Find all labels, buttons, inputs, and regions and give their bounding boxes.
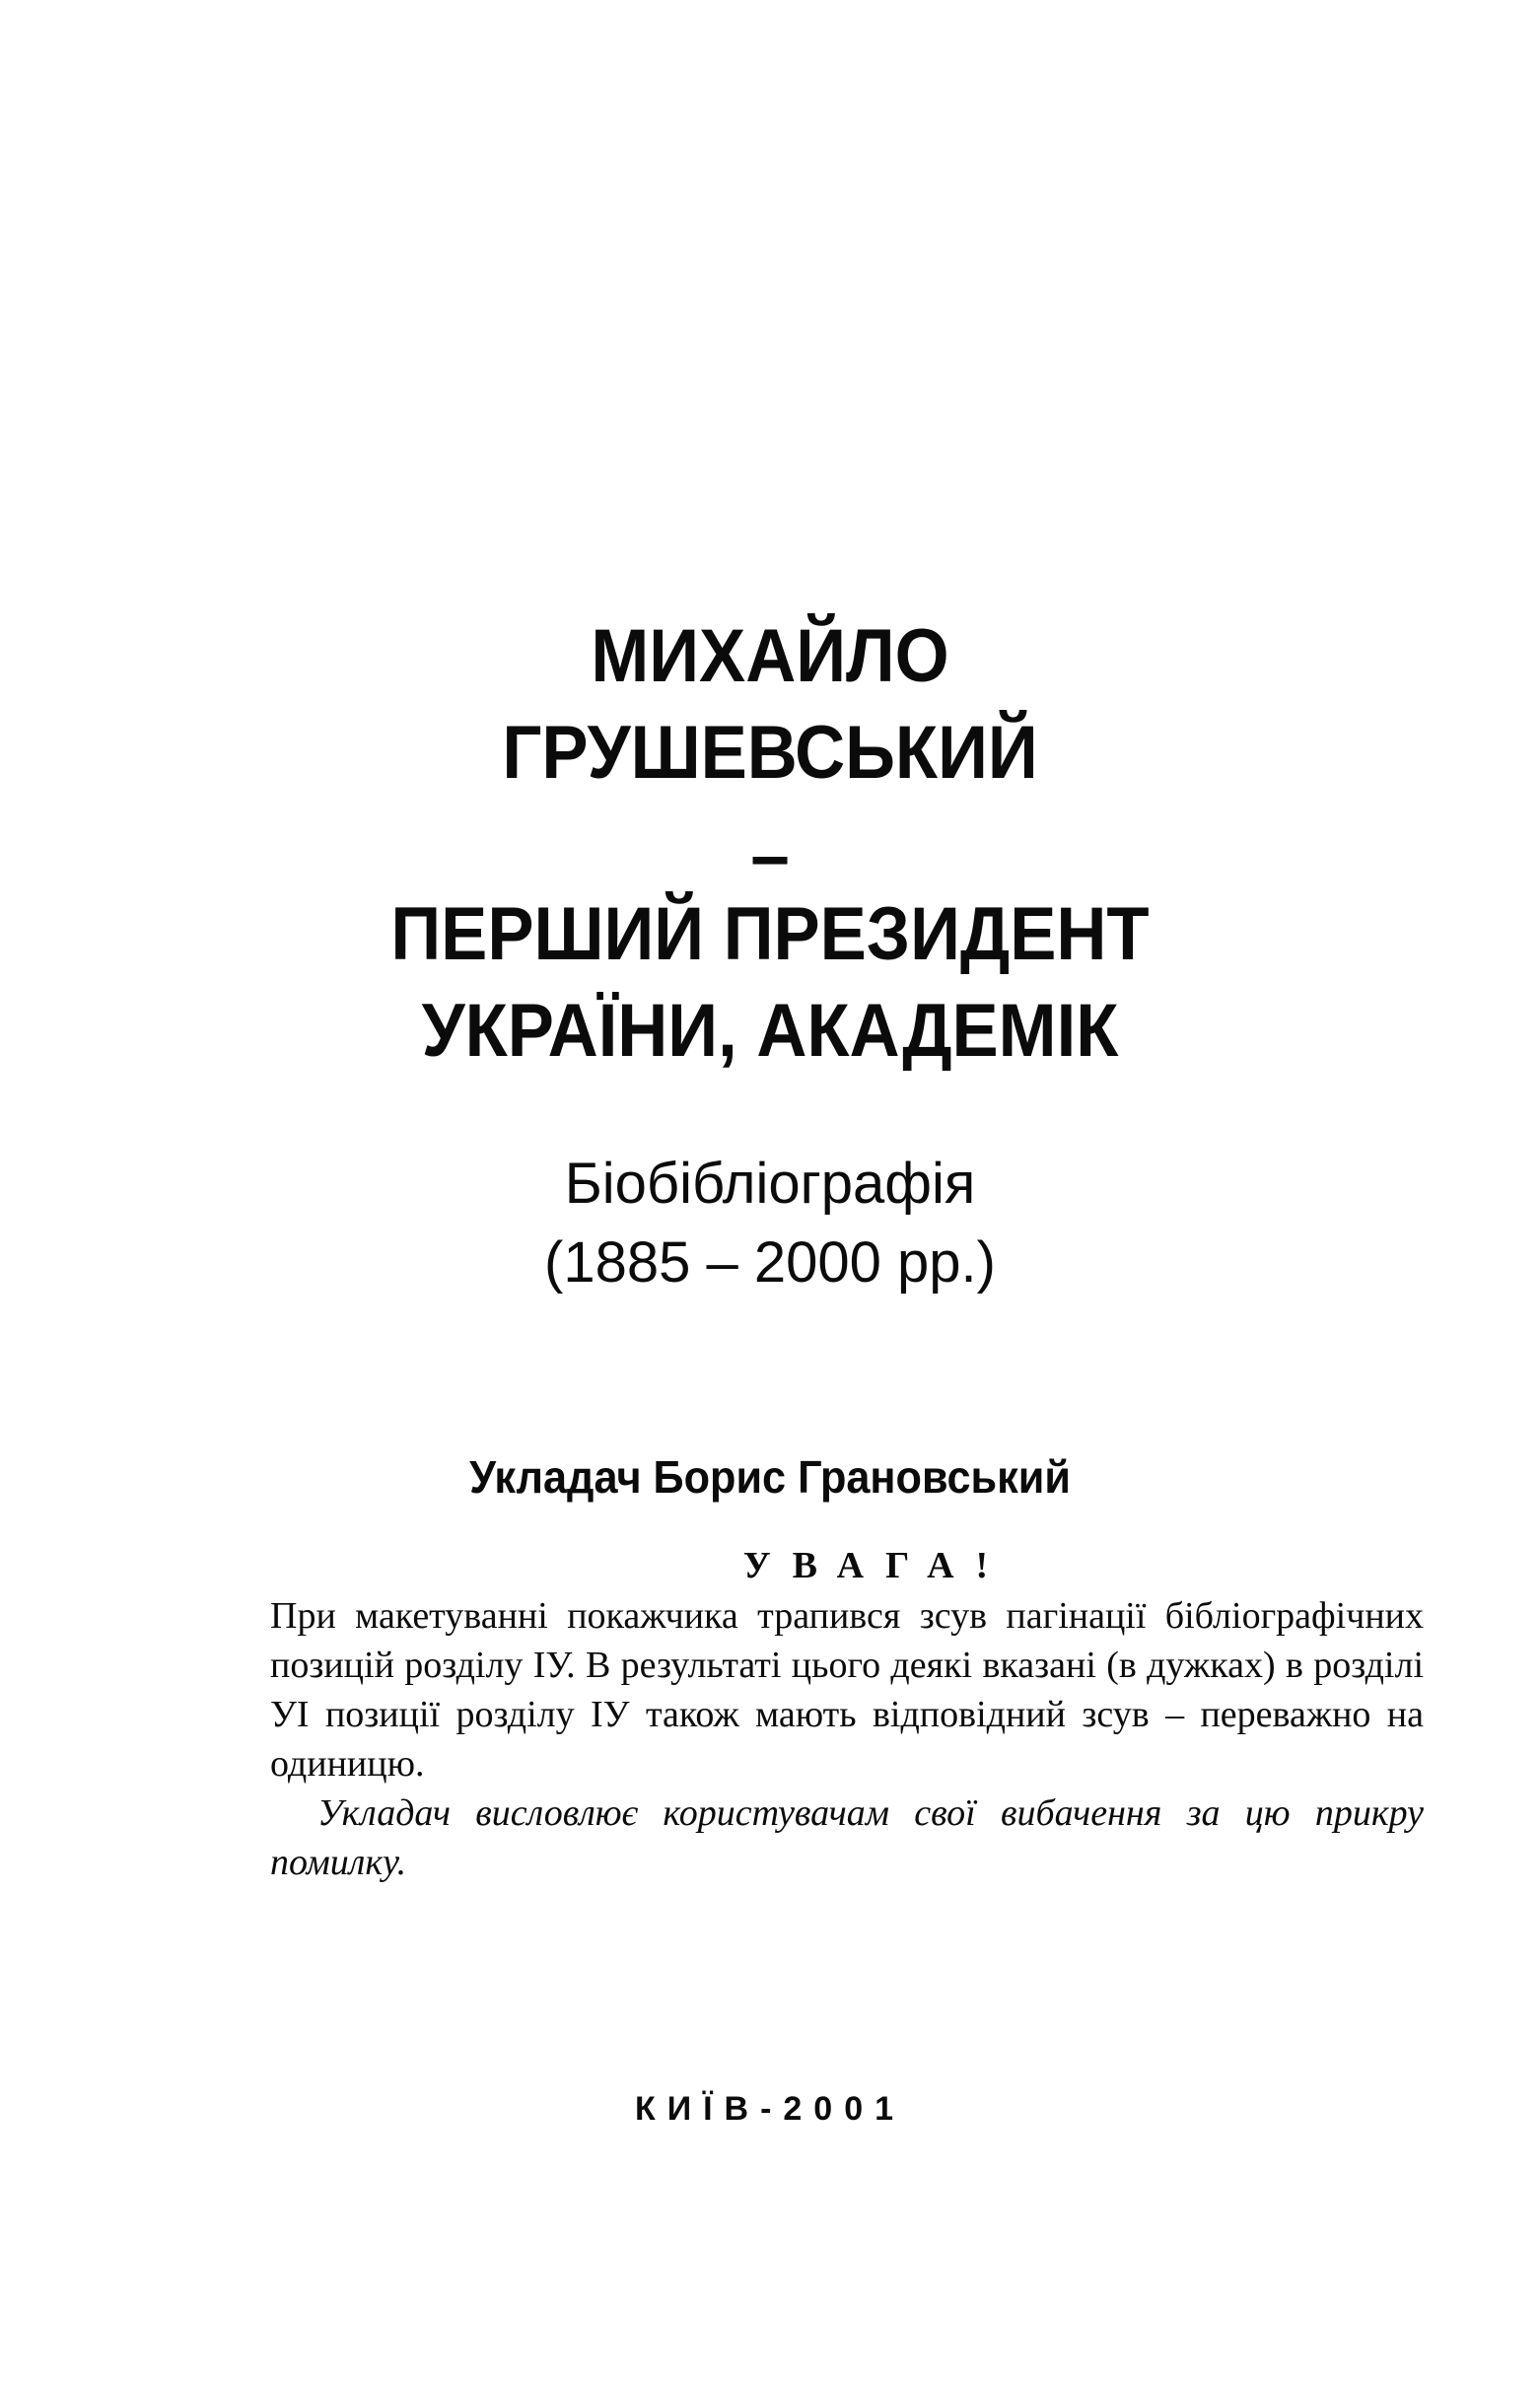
compiler-name: Укладач Борис Грановський [469,1451,1071,1503]
errata-notice [270,1540,1424,1887]
imprint-city-year: КИЇВ-2001 [634,2090,906,2128]
title-line-1: МИХАЙЛО [591,614,949,698]
subtitle-line-2: (1885 – 2000 рр.) [544,1230,996,1295]
notice-paragraph-1: При макетуванні покажчика трапився зсув пагінації бібліографічних позицій розділу ІУ. В результаті цього деякі вказані (в дужках) в розділі УІ позиції розділу ІУ також мають відповідний зсув – переважно на одиницю. [270,1595,1424,1785]
subtitle-line-1: Біобібліографія [564,1152,976,1216]
title-dash: – [750,813,790,897]
notice-paragraph-2: Укладач висловлює користувачам свої вибачення за цю прикру помилку. [270,1792,1424,1883]
title-line-3: ПЕРШИЙ ПРЕЗИДЕНТ [390,892,1150,976]
notice-heading: УВАГА! [742,1545,1011,1586]
title-line-4: УКРАЇНИ, АКАДЕМІК [421,989,1119,1073]
title-line-2: ГРУШЕВСЬКИЙ [502,711,1038,795]
